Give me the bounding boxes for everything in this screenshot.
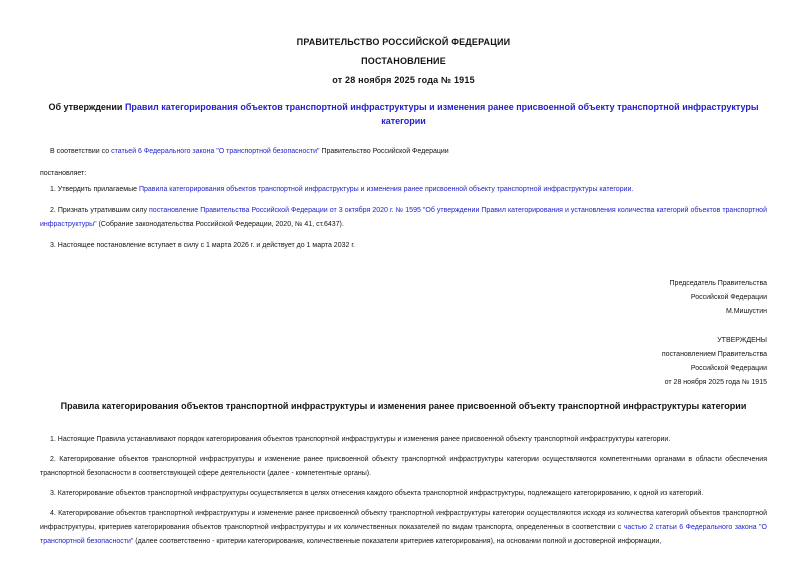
- law-part-2-article-6-link[interactable]: частью 2 статьи 6 Федерального закона "О транспортной безопасности": [40, 524, 767, 545]
- item-3-paragraph: 3. Настоящее постановление вступает в силу с 1 марта 2026 г. и действует до 1 марта 2032 г.: [50, 242, 355, 249]
- resolves-word: постановляет:: [40, 170, 87, 177]
- doc-subject: [40, 100, 767, 128]
- approval-date-number: от 28 ноября 2025 года № 1915: [664, 379, 767, 386]
- doc-type: ПОСТАНОВЛЕНИЕ: [361, 56, 446, 66]
- rules-paragraph-4-tail: (далее соответственно - критерии категорирования, количественные показатели критериев категорирования), на основании полной и достоверной информации,: [133, 538, 662, 545]
- subject-rules-link[interactable]: Правил категорирования объектов транспортной инфраструктуры и изменения ранее присвоенной объекту транспортной инфраструктуры категории: [124, 102, 759, 126]
- issuer-title: ПРАВИТЕЛЬСТВО РОССИЙСКОЙ ФЕДЕРАЦИИ: [296, 37, 511, 47]
- preamble-text: В соответствии со: [50, 148, 112, 155]
- item-1-paragraph: [40, 183, 767, 197]
- item-2-paragraph: [40, 204, 767, 232]
- repealed-resolution-link[interactable]: постановление Правительства Российской Федерации от 3 октября 2020 г. № 1595 "Об утверждении Правил категорирования и установления количества категорий объектов транспортной инфраструктуры": [40, 207, 767, 228]
- item-2-text: 2. Признать утратившим силу: [50, 207, 150, 214]
- item-1-text: 1. Утвердить прилагаемые: [50, 186, 139, 193]
- approval-by-line: постановлением Правительства: [661, 351, 767, 358]
- approval-word: УТВЕРЖДЕНЫ: [717, 337, 767, 344]
- rules-paragraph-4: [40, 507, 767, 549]
- rules-title: Правила категорирования объектов транспортной инфраструктуры и изменения ранее присвоенной объекту транспортной инфраструктуры категории: [60, 401, 747, 411]
- approval-org-line: Российской Федерации: [690, 365, 767, 372]
- signatory-name: М.Мишустин: [725, 308, 767, 315]
- rules-paragraph-4-text: 4. Категорирование объектов транспортной инфраструктуры и изменение ранее присвоенной объекту транспортной инфраструктуры категории осуществляются исходя из количества категорий объектов транспортной инфраструктуры, критериев категорирования объектов транспортной инфраструктуры и их количественных показателей по видам транспорта, определенных в соответствии с: [40, 510, 767, 531]
- approved-rules-link[interactable]: Правила категорирования объектов транспортной инфраструктуры и изменения ранее присвоенной объекту транспортной инфраструктуры категории.: [138, 186, 634, 193]
- law-article-6-link[interactable]: статьей 6 Федерального закона "О транспортной безопасности": [111, 148, 320, 155]
- signatory-position-line-1: Председатель Правительства: [669, 280, 767, 287]
- subject-prefix: Об утверждении: [48, 102, 125, 112]
- rules-paragraph-3: 3. Категорирование объектов транспортной инфраструктуры осуществляется в целях отнесения каждого объекта транспортной инфраструктуры, подлежащего категорированию, к одной из категорий.: [50, 490, 704, 497]
- rules-paragraph-2: 2. Категорирование объектов транспортной инфраструктуры и изменение ранее присвоенной объекту транспортной инфраструктуры категории осуществляются компетентными органами в области обеспечения транспортной безопасности в соответствующей сфере деятельности (далее - компетентные органы).: [40, 456, 767, 477]
- doc-date-number: от 28 ноября 2025 года № 1915: [332, 75, 475, 85]
- approval-stamp-block: [40, 334, 767, 390]
- rules-paragraph-1: 1. Настоящие Правила устанавливают порядок категорирования объектов транспортной инфраструктуры и изменения ранее присвоенной объекту транспортной инфраструктуры категории.: [50, 436, 671, 443]
- preamble-tail: Правительство Российской Федерации: [319, 148, 449, 155]
- signatory-position-line-2: Российской Федерации: [690, 294, 767, 301]
- signature-block: [40, 277, 767, 319]
- item-2-tail: (Собрание законодательства Российской Федерации, 2020, № 41, ст.6437).: [96, 221, 344, 228]
- preamble-paragraph: [40, 145, 767, 159]
